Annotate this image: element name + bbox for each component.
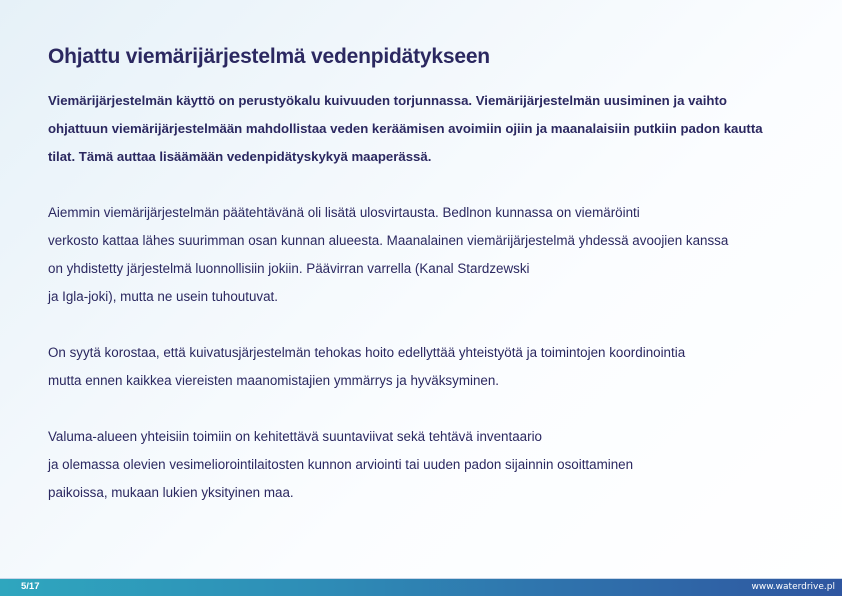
paragraph-line: ja Igla-joki), mutta ne usein tuhoutuvat.	[48, 289, 279, 304]
paragraph-line: paikoissa, mukaan lukien yksityinen maa.	[48, 485, 294, 500]
website-link[interactable]: www.waterdrive.pl	[751, 582, 835, 592]
footer-bar	[0, 578, 842, 596]
page-number: 5/17	[21, 581, 40, 592]
lead-line: Viemärijärjestelmän käyttö on perustyökalu kuivuuden torjunnassa. Viemärijärjestelmän uusiminen ja vaihto	[48, 93, 727, 108]
paragraph-line: verkosto kattaa lähes suurimman osan kunnan alueesta. Maanalainen viemärijärjestelmä yhdessä avoojien kanssa	[48, 233, 729, 248]
paragraph-line: on yhdistetty järjestelmä luonnollisiin jokiin. Päävirran varrella (Kanal Stardzewski	[48, 261, 530, 276]
lead-line: tilat. Tämä auttaa lisäämään vedenpidätyskykyä maaperässä.	[48, 149, 432, 164]
paragraph-line: mutta ennen kaikkea viereisten maanomistajien ymmärrys ja hyväksyminen.	[48, 373, 500, 388]
paragraph-line: ja olemassa olevien vesimeliorointilaitosten kunnon arviointi tai uuden padon sijainnin osoittaminen	[48, 457, 634, 472]
lead-line: ohjattuun viemärijärjestelmään mahdollistaa veden keräämisen avoimiin ojiin ja maanalaisiin putkiin padon kautta	[48, 121, 763, 136]
paragraph-line: Aiemmin viemärijärjestelmän päätehtävänä oli lisätä ulosvirtausta. Bedlnon kunnassa on viemäröinti	[48, 205, 640, 220]
paragraph-line: On syytä korostaa, että kuivatusjärjestelmän tehokas hoito edellyttää yhteistyötä ja toimintojen koordinointia	[48, 345, 686, 360]
paragraph-line: Valuma-alueen yhteisiin toimiin on kehitettävä suuntaviivat sekä tehtävä inventaario	[48, 429, 543, 444]
slide-title: Ohjattu viemärijärjestelmä vedenpidätykseen	[48, 45, 490, 68]
